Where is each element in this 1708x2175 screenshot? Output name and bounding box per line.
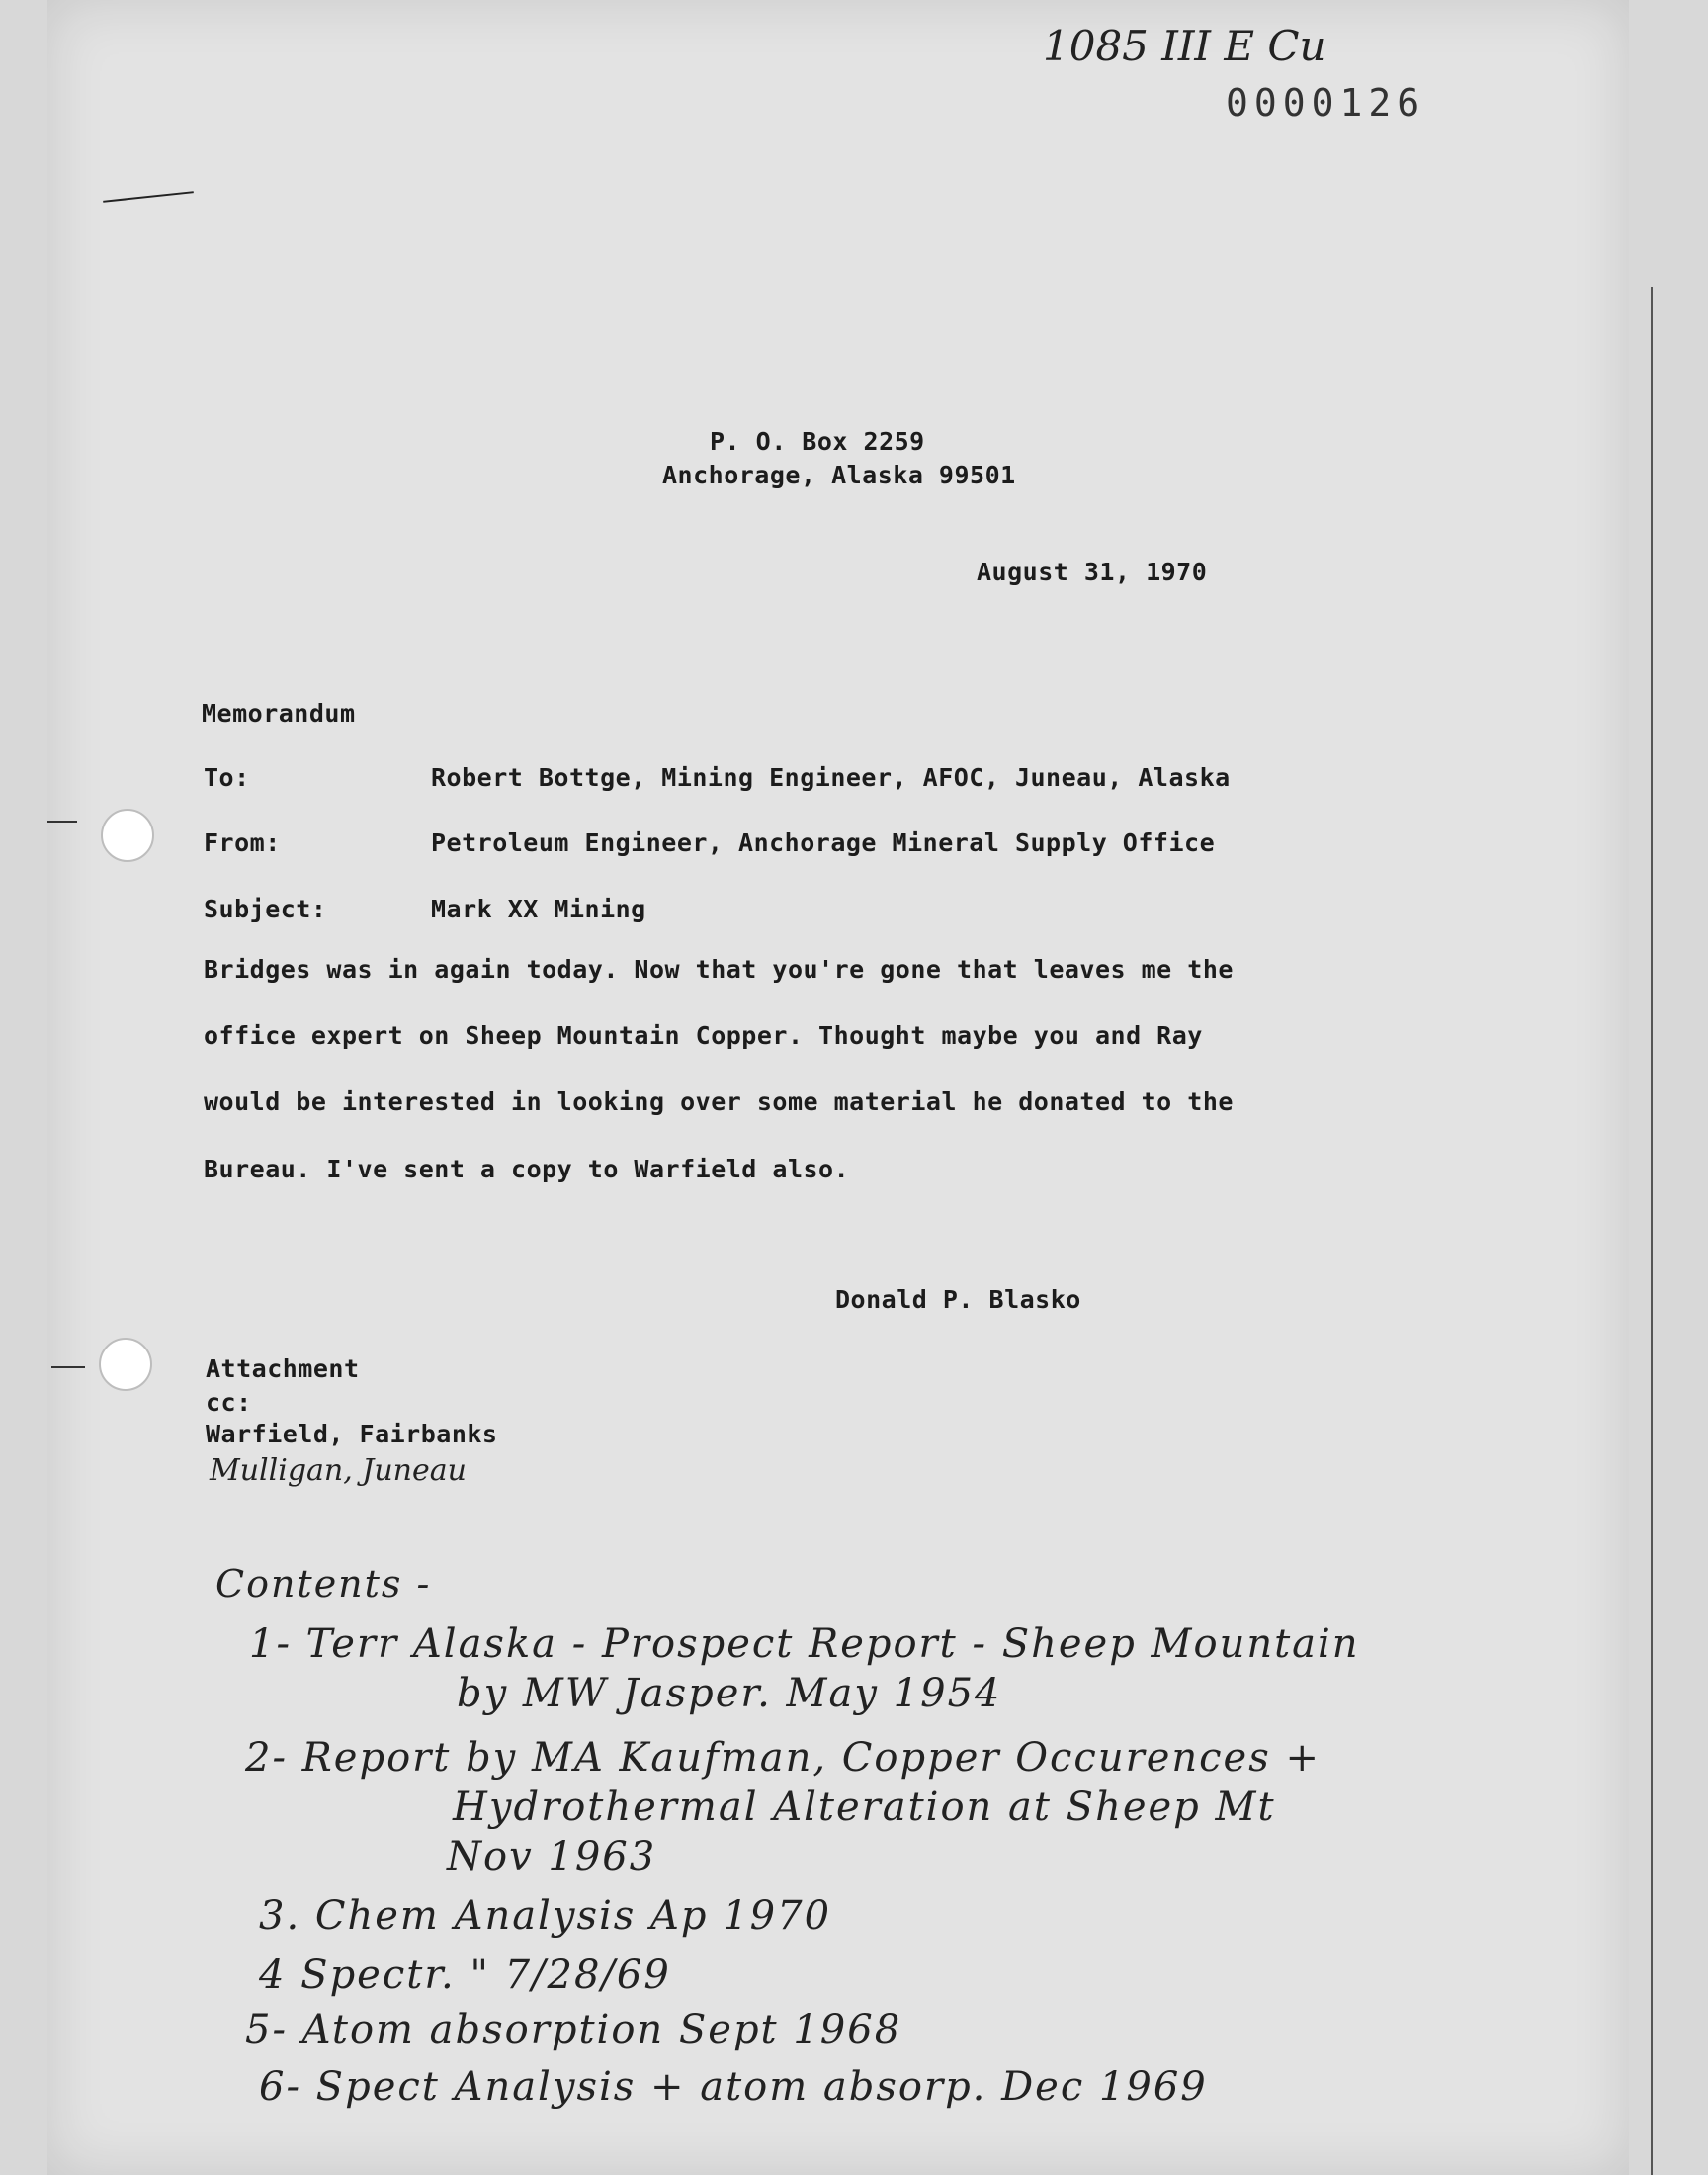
cc-handwritten: Mulligan, Juneau (210, 1453, 467, 1488)
cc-item: Warfield, Fairbanks (206, 1420, 498, 1448)
contents-item-6: 6- Spect Analysis + atom absorp. Dec 1969 (259, 2064, 1208, 2110)
memo-date: August 31, 1970 (977, 558, 1208, 586)
address-line-2: Anchorage, Alaska 99501 (662, 461, 1016, 489)
body-line-2: office expert on Sheep Mountain Copper. Thought maybe you and Ray (204, 1021, 1203, 1050)
to-field (204, 763, 1231, 792)
cc-label: cc: (206, 1388, 252, 1417)
margin-tick-lower (51, 1366, 85, 1368)
contents-heading: Contents - (215, 1562, 432, 1606)
punch-hole-upper (101, 809, 154, 862)
contents-item-2-cont: Hydrothermal Alteration at Sheep Mt (453, 1784, 1276, 1830)
contents-item-5: 5- Atom absorption Sept 1968 (245, 2007, 902, 2052)
contents-item-2-date: Nov 1963 (447, 1834, 657, 1879)
subject-field (204, 895, 646, 923)
margin-tick-upper (47, 821, 77, 823)
subject-label: Subject: (204, 895, 327, 923)
contents-item-4: 4 Spectr. " 7/28/69 (259, 1953, 671, 1998)
body-line-1: Bridges was in again today. Now that you're gone that leaves me the (204, 955, 1234, 984)
subject-value: Mark XX Mining (431, 895, 646, 923)
punch-hole-lower (99, 1338, 152, 1391)
attachment-label: Attachment (206, 1354, 360, 1383)
from-value: Petroleum Engineer, Anchorage Mineral Supply Office (431, 828, 1216, 857)
contents-item-2: 2- Report by MA Kaufman, Copper Occurences + (245, 1735, 1321, 1781)
contents-item-1-cont: by MW Jasper. May 1954 (457, 1671, 1002, 1716)
to-value: Robert Bottge, Mining Engineer, AFOC, Juneau, Alaska (431, 763, 1231, 792)
filing-code-annotation: 1085 III E Cu (1043, 22, 1326, 70)
document-number: 0000126 (1226, 81, 1426, 125)
signature: Donald P. Blasko (835, 1285, 1081, 1314)
address-line-1: P. O. Box 2259 (710, 427, 925, 456)
body-line-3: would be interested in looking over some material he donated to the (204, 1088, 1234, 1116)
from-field (204, 828, 1215, 857)
contents-item-1: 1- Terr Alaska - Prospect Report - Sheep Mountain (249, 1621, 1360, 1667)
from-label: From: (204, 828, 281, 857)
memo-heading: Memorandum (202, 699, 356, 728)
page-edge-line (1651, 287, 1653, 2175)
body-line-4: Bureau. I've sent a copy to Warfield also. (204, 1155, 850, 1183)
to-label: To: (204, 763, 250, 792)
contents-item-3: 3. Chem Analysis Ap 1970 (259, 1893, 832, 1939)
